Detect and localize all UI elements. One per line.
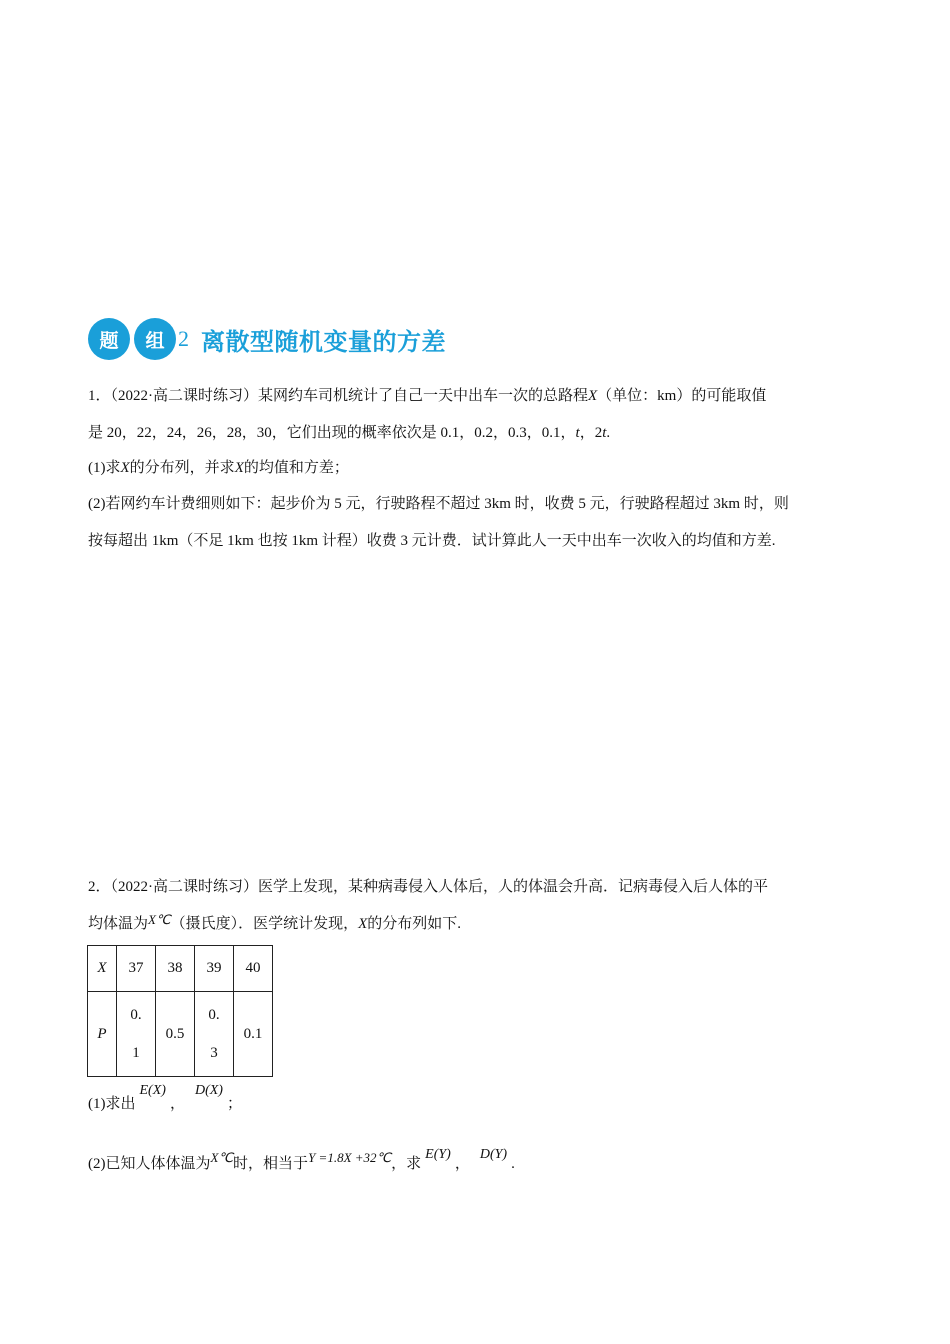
q1-variable-t2: t: [602, 425, 607, 441]
q1-part2-line1: (2)若网约车计费细则如下：起步价为 5 元，行驶路程不超过 3km 时，收费 5 元，行驶路程超过 3km 时，则: [88, 496, 789, 512]
table-cell: 37: [117, 946, 156, 992]
table-cell: 39: [195, 946, 234, 992]
section-number: 2: [178, 326, 189, 351]
q2-part2: [88, 1147, 515, 1175]
q1-part1-var1: X: [120, 460, 130, 476]
q2-variable-x: X: [358, 916, 368, 932]
q1-line1: [88, 386, 766, 406]
table-cell: 0. 1: [117, 992, 156, 1077]
q2-line2-text-b: （摄氏度）．医学统计发现，: [170, 916, 359, 932]
q2-part2-text-b: 时，相当于: [233, 1156, 309, 1172]
table-cell: 38: [156, 946, 195, 992]
q2-part1-text: (1)求出: [88, 1096, 136, 1112]
q1-part1-text-b: 的分布列，并求: [129, 460, 235, 476]
q2-math-ex: E(X): [139, 1083, 166, 1098]
q1-variable-x: X: [588, 388, 598, 404]
q2-line2: [88, 914, 461, 934]
table-cell: 0.1: [234, 992, 273, 1077]
q1-line1-text-b: （单位：km）的可能取值: [597, 388, 767, 404]
q2-line2-text-c: 的分布列如下.: [367, 916, 462, 932]
q2-line2-text-a: 均体温为: [88, 916, 149, 932]
q2-part1-sep: ，: [169, 1096, 185, 1112]
q1-part1-text-c: 的均值和方差；: [243, 460, 349, 476]
section-header: [88, 318, 446, 360]
q2-part1-end: ；: [226, 1096, 242, 1112]
table-row-p: [88, 992, 273, 1077]
table-cell: 0.5: [156, 992, 195, 1077]
q1-line2-sep: ，2: [579, 425, 603, 441]
q2-part2-text-a: (2)已知人体体温为: [88, 1156, 211, 1172]
distribution-table: [87, 945, 273, 1077]
table-row-x: [88, 946, 273, 992]
q2-part1: [88, 1083, 242, 1115]
q2-math-dx: D(X): [194, 1083, 223, 1098]
table-cell: 0. 3: [195, 992, 234, 1077]
q1-line2: [88, 423, 610, 443]
q1-part1-var2: X: [234, 460, 244, 476]
q2-math-x-celsius: X℃: [148, 912, 171, 927]
table-header-p: P: [88, 992, 117, 1077]
q2-math-y-formula: Y =1.8X +32℃: [308, 1150, 392, 1165]
table-cell: 40: [234, 946, 273, 992]
q2-part2-end: .: [511, 1156, 515, 1172]
q2-math-dy: D(Y): [479, 1147, 508, 1162]
q2-part2-text-c: ，求: [391, 1156, 422, 1172]
q1-variable-t: t: [575, 425, 580, 441]
q2-line1: 2．（2022·高二课时练习）医学上发现，某种病毒侵入人体后，人的体温会升高．记病毒侵入后人体的平: [88, 879, 768, 895]
table-header-x: X: [88, 946, 117, 992]
q1-line2-end: .: [606, 425, 611, 441]
q2-math-ey: E(Y): [425, 1147, 451, 1162]
section-badge-ti: 题: [88, 318, 130, 360]
q2-part2-sep: ，: [454, 1156, 470, 1172]
section-badge-zu: 组: [134, 318, 176, 360]
q1-part1-text-a: (1)求: [88, 460, 121, 476]
q1-line1-text-a: 1．（2022·高二课时练习）某网约车司机统计了自己一天中出车一次的总路程: [88, 388, 588, 404]
q1-part2-line2: 按每超出 1km（不足 1km 也按 1km 计程）收费 3 元计费．试计算此人一天中出车一次收入的均值和方差.: [88, 533, 776, 549]
q1-part1: [88, 458, 349, 478]
q2-math-x-celsius-2: X℃: [210, 1150, 234, 1165]
section-title: 离散型随机变量的方差: [201, 327, 446, 356]
q1-line2-text: 是 20，22，24，26，28，30，它们出现的概率依次是 0.1，0.2，0.3，0.1，: [88, 425, 576, 441]
